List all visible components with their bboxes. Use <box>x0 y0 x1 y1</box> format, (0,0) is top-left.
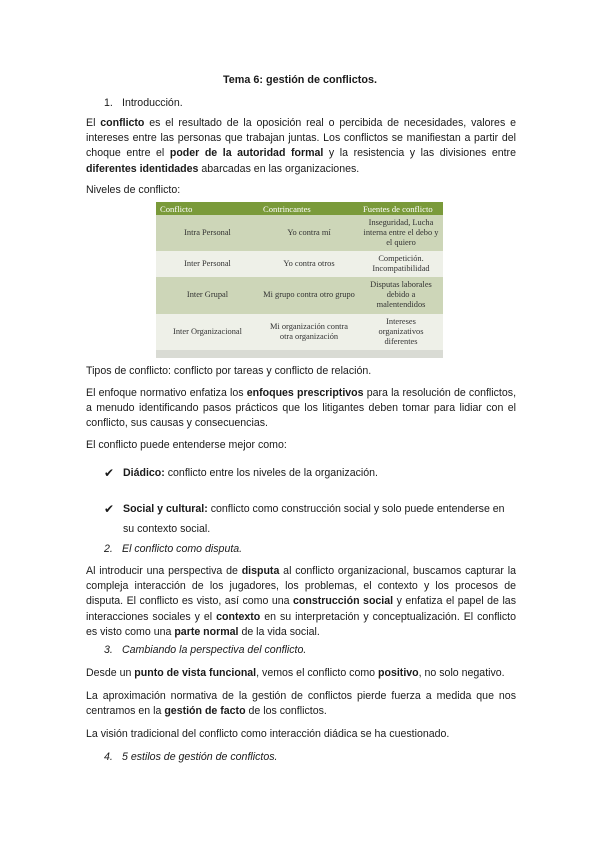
text-run: El enfoque normativo enfatiza los <box>86 387 247 399</box>
normativa-paragraph <box>86 689 516 719</box>
bold-term: diferentes identidades <box>86 162 199 175</box>
table-cell: Yo contra mí <box>259 215 359 251</box>
bold-term: punto de vista funcional <box>134 667 257 679</box>
bold-term: Social y cultural: <box>123 503 208 515</box>
table-row <box>156 215 443 251</box>
table-header-cell: Fuentes de conflicto <box>359 202 443 215</box>
text-run: en su interpretación y conceptualización. El conflicto es visto como una <box>86 610 516 638</box>
section-number: 1. <box>104 97 113 109</box>
table-cell: Disputas laborales debido a malentendidos <box>359 277 443 313</box>
bold-term: parte normal <box>174 625 239 638</box>
table-row <box>156 277 443 313</box>
section-number: 2. <box>104 543 113 555</box>
text-run: y la resistencia y las divisiones entre <box>323 147 516 160</box>
section-heading-introduccion <box>104 96 183 111</box>
bold-term: construcción social <box>293 595 394 608</box>
table-header-cell: Contrincantes <box>259 202 359 215</box>
table-header-row <box>156 202 443 215</box>
text-run: conflicto entre los niveles de la organización. <box>164 467 378 479</box>
section-label: Introducción. <box>122 97 183 109</box>
table-cell: Intereses organizativos diferentes <box>359 314 443 350</box>
text-run: de la vida social. <box>238 625 320 638</box>
text-run: al conflicto organizacional, buscamos capturar la compleja interacción de los jugadores, los problemas, el contexto y los procesos de disputa. El conflicto es visto, así como una <box>86 565 516 608</box>
intro-paragraph <box>86 116 516 177</box>
bold-term: conflicto <box>100 117 145 129</box>
table-header-cell: Conflicto <box>156 202 259 215</box>
bold-term: gestión de facto <box>164 705 246 718</box>
table-row <box>156 251 443 277</box>
bold-term: contexto <box>216 610 261 623</box>
funcional-paragraph <box>86 666 516 681</box>
table-cell: Yo contra otros <box>259 251 359 277</box>
checkmark-icon: ✔ <box>104 502 115 516</box>
section-heading-estilos <box>104 750 277 765</box>
bold-term: enfoques prescriptivos <box>246 387 364 399</box>
bold-term: positivo <box>378 667 419 679</box>
text-run: conflicto como construcción social y solo puede entenderse en su contexto social. <box>123 503 505 535</box>
table-cell: Mi organización contra otra organización <box>259 314 359 350</box>
page-title: Tema 6: gestión de conflictos. <box>223 74 377 86</box>
bold-term: disputa <box>241 565 280 577</box>
table-cell: Intra Personal <box>156 215 259 251</box>
text-run: para la resolución de conflictos, a menudo identificando pasos prácticos que los litigantes deben tomar para lidiar con el conflicto, sus causas y consecuencias. <box>86 387 517 430</box>
table-cell: Mi grupo contra otro grupo <box>259 277 359 313</box>
text-run: Al introducir una perspectiva de <box>86 565 242 577</box>
tipos-paragraph: Tipos de conflicto: conflicto por tareas y conflicto de relación. <box>86 365 372 377</box>
bullet-text <box>123 499 516 539</box>
table-cell: Inter Personal <box>156 251 259 277</box>
text-run: es el resultado de la oposición real o percibida de necesidades, valores e intereses entre las personas que trabajan juntas. Los conflictos se manifiestan a partir del choque entre el <box>86 117 516 160</box>
enfoque-paragraph <box>86 386 516 432</box>
table-cell: Inseguridad, Lucha interna entre el debo y el quiero <box>359 215 443 251</box>
disputa-paragraph <box>86 564 516 640</box>
section-label: El conflicto como disputa. <box>122 543 243 555</box>
text-run: y enfatiza el papel de las interacciones sociales y el <box>86 595 516 623</box>
bold-term: Diádico: <box>123 467 165 479</box>
text-run: , vemos el conflicto como <box>256 667 379 679</box>
table-cell: Inter Grupal <box>156 277 259 313</box>
text-run: El <box>86 117 101 129</box>
section-label: 5 estilos de gestión de conflictos. <box>122 751 278 763</box>
table-row <box>156 314 443 350</box>
text-run: Desde un <box>86 667 135 679</box>
table-cell: Inter Organizacional <box>156 314 259 350</box>
section-label: Cambiando la perspectiva del conflicto. <box>122 644 307 656</box>
conflict-levels-table <box>156 202 443 358</box>
bullet-text <box>123 466 516 481</box>
text-run: , no solo negativo. <box>418 667 505 679</box>
bold-term: poder de la autoridad formal <box>169 147 324 160</box>
entender-paragraph: El conflicto puede entenderse mejor como: <box>86 439 287 451</box>
niveles-label: Niveles de conflicto: <box>86 184 181 196</box>
section-number: 3. <box>104 644 113 656</box>
checkmark-icon: ✔ <box>104 466 115 480</box>
section-number: 4. <box>104 751 113 763</box>
section-heading-disputa <box>104 542 242 557</box>
table-cell: Competición. Incompatibilidad <box>359 251 443 277</box>
table-footer-cell <box>156 350 443 358</box>
text-run: La aproximación normativa de la gestión de conflictos pierde fuerza a medida que nos centramos en la <box>86 690 516 718</box>
tradicional-paragraph: La visión tradicional del conflicto como interacción diádica se ha cuestionado. <box>86 728 450 740</box>
section-heading-perspectiva <box>104 643 306 658</box>
text-run: abarcadas en las organizaciones. <box>198 162 360 175</box>
table-footer-row <box>156 350 443 358</box>
text-run: de los conflictos. <box>245 705 327 718</box>
